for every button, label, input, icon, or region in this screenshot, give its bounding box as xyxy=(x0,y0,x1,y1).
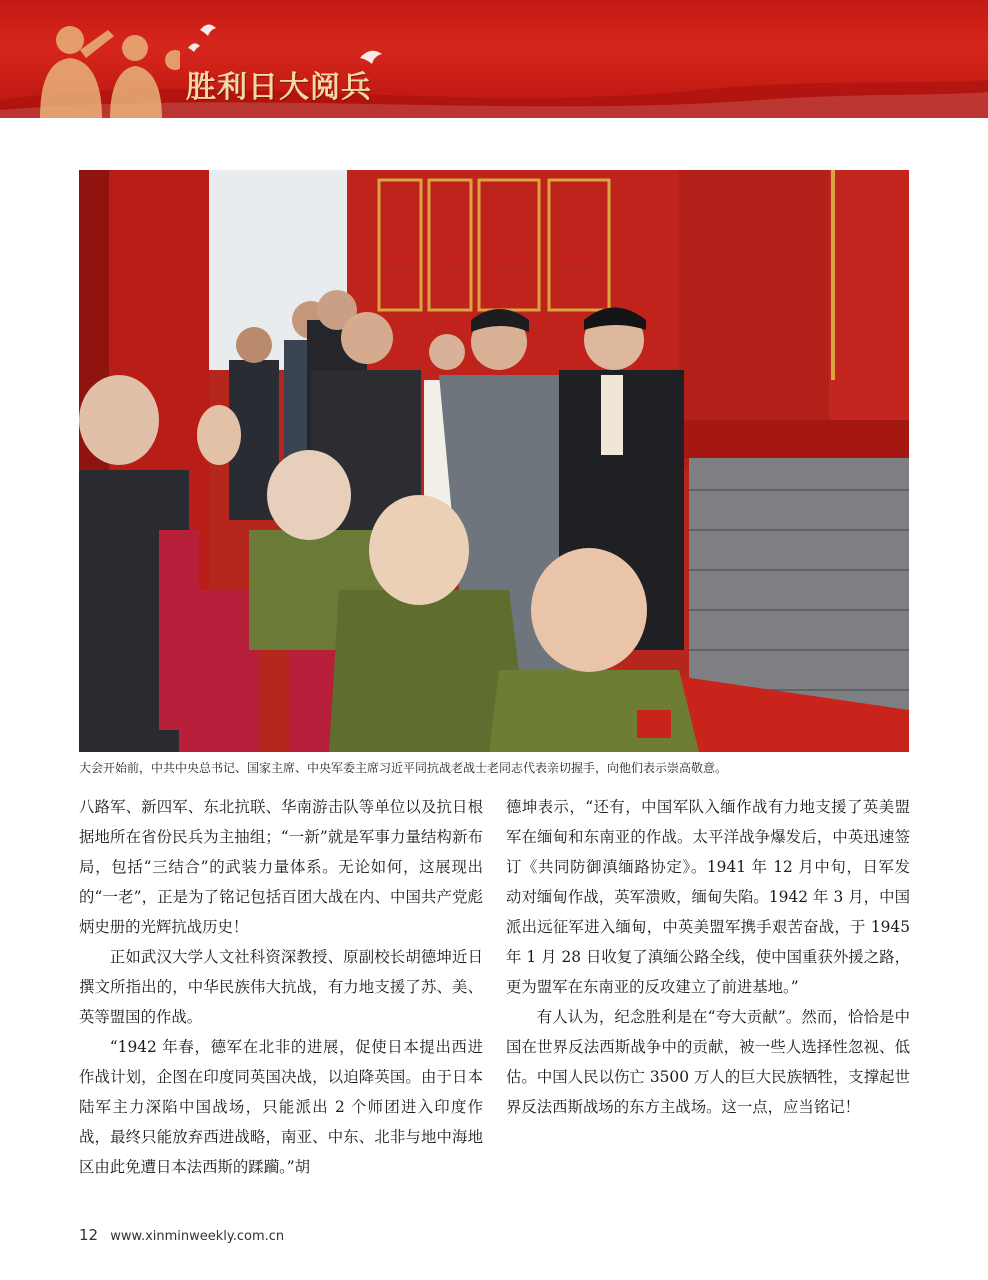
soldier-silhouette-icon xyxy=(30,10,180,118)
photo-caption: 大会开始前，中共中央总书记、国家主席、中央军委主席习近平同抗战老战士老同志代表亲切握手，向他们表示崇高敬意。 xyxy=(79,761,728,775)
paragraph: 有人认为，纪念胜利是在“夸大贡献”。然而，恰恰是中国在世界反法西斯战争中的贡献，被一些人选择性忽视、低估。中国人民以伤亡 3500 万人的巨大民族牺牲，支撑起世界反法西斯战场的东方主战场。这一点，应当铭记！ xyxy=(506,1008,910,1116)
website-url: www.xinminweekly.com.cn xyxy=(110,1229,285,1244)
paragraph: 德坤表示，“还有，中国军队入缅作战有力地支援了英美盟军在缅甸和东南亚的作战。太平洋战争爆发后，中英迅速签订《共同防御滇缅路协定》。1941 年 12 月中旬，日军发动对缅甸作战，英军溃败，缅甸失陷。1942 年 3 月，中国派出远征军进入缅甸，中英美盟军携手艰苦奋战，于 1945 年 1 月 28 日收复了滇缅公路全线，使中国重获外援之路，更为盟军在东南亚的反攻建立了前进基地。” xyxy=(506,798,910,996)
article-column-right xyxy=(506,792,910,1122)
main-photo xyxy=(79,170,909,752)
paragraph: 八路军、新四军、东北抗联、华南游击队等单位以及抗日根据地所在省份民兵为主抽组；“一新”就是军事力量结构新布局，包括“三结合”的武装力量体系。无论如何，这展现出的“一老”，正是为了铭记包括百团大战在内、中国共产党彪炳史册的光辉抗战历史！ xyxy=(79,798,483,936)
page-number: 12 xyxy=(79,1226,99,1244)
section-title: 胜利日大阅兵 xyxy=(186,70,372,105)
header-banner xyxy=(0,0,988,118)
article-column-left xyxy=(79,792,483,1182)
paragraph: “1942 年春，德军在北非的进展，促使日本提出西进作战计划，企图在印度同英国决战，以迫降英国。由于日本陆军主力深陷中国战场，只能派出 2 个师团进入印度作战，最终只能放弃西进战略，南亚、中东、北非与地中海地区由此免遭日本法西斯的蹂躏。”胡 xyxy=(79,1038,483,1176)
page-footer xyxy=(79,1226,284,1244)
photo-scene-illustration xyxy=(79,170,909,752)
paragraph: 正如武汉大学人文社科资深教授、原副校长胡德坤近日撰文所指出的，中华民族伟大抗战，有力地支援了苏、美、英等盟国的作战。 xyxy=(79,948,483,1026)
